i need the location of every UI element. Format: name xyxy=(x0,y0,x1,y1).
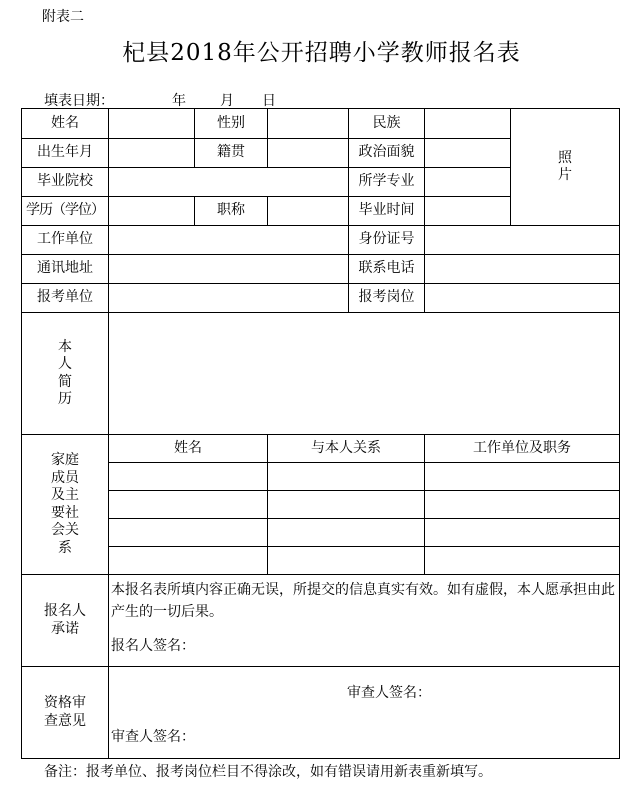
family-header-name: 姓名 xyxy=(109,435,268,463)
photo-box[interactable] xyxy=(511,109,620,226)
family-line-3: 及主 xyxy=(51,487,79,503)
ethnicity-field[interactable] xyxy=(425,109,511,139)
apply-unit-field[interactable] xyxy=(109,284,349,313)
family-header-relation: 与本人关系 xyxy=(268,435,425,463)
gender-label: 性别 xyxy=(195,109,268,139)
resume-char-2: 人 xyxy=(58,356,72,372)
family-header-work: 工作单位及职务 xyxy=(425,435,620,463)
apply-unit-label: 报考单位 xyxy=(22,284,109,313)
promise-cell xyxy=(109,575,620,667)
grad-time-label: 毕业时间 xyxy=(349,197,425,226)
id-number-field[interactable] xyxy=(425,226,620,255)
reviewer-signature-label-1: 审查人签名： xyxy=(347,685,431,701)
registration-form xyxy=(21,108,620,759)
major-field[interactable] xyxy=(425,168,511,197)
date-day-label: 日 xyxy=(262,93,276,109)
degree-label: 学历（学位） xyxy=(22,197,109,226)
promise-label xyxy=(22,575,109,667)
family-cell[interactable] xyxy=(268,519,425,547)
apply-post-label: 报考岗位 xyxy=(349,284,425,313)
family-line-6: 系 xyxy=(58,539,72,556)
work-unit-label: 工作单位 xyxy=(22,226,109,255)
professional-title-label: 职称 xyxy=(195,197,268,226)
native-place-field[interactable] xyxy=(268,139,349,168)
family-cell[interactable] xyxy=(425,519,620,547)
family-line-2: 成员 xyxy=(51,469,79,486)
address-label: 通讯地址 xyxy=(22,255,109,284)
school-field[interactable] xyxy=(109,168,349,197)
date-month-label: 月 xyxy=(220,93,234,109)
date-year-label: 年 xyxy=(172,93,186,109)
degree-field[interactable] xyxy=(109,197,195,226)
political-status-field[interactable] xyxy=(425,139,511,168)
promise-line-1: 报名人 xyxy=(44,603,86,619)
family-line-5: 会关 xyxy=(51,522,79,538)
reviewer-signature-label-2: 审查人签名： xyxy=(111,729,195,745)
family-cell[interactable] xyxy=(268,463,425,491)
name-label: 姓名 xyxy=(22,109,109,139)
resume-char-1: 本 xyxy=(58,338,72,355)
name-field[interactable] xyxy=(109,109,195,139)
phone-field[interactable] xyxy=(425,255,620,284)
family-cell[interactable] xyxy=(109,547,268,575)
native-place-label: 籍贯 xyxy=(195,139,268,168)
work-unit-field[interactable] xyxy=(109,226,349,255)
fill-date-label: 填表日期： xyxy=(44,93,114,109)
review-label xyxy=(22,667,109,759)
promise-line-2: 承诺 xyxy=(51,620,79,637)
school-label: 毕业院校 xyxy=(22,168,109,197)
family-cell[interactable] xyxy=(109,519,268,547)
resume-char-3: 简 xyxy=(58,373,72,390)
photo-label-1: 照 xyxy=(558,149,572,166)
family-cell[interactable] xyxy=(425,463,620,491)
birth-label: 出生年月 xyxy=(22,139,109,168)
review-line-2: 查意见 xyxy=(44,712,86,729)
attachment-label: 附表二 xyxy=(42,9,84,25)
review-line-1: 资格审 xyxy=(44,695,86,711)
political-status-label: 政治面貌 xyxy=(349,139,425,168)
phone-label: 联系电话 xyxy=(349,255,425,284)
family-cell[interactable] xyxy=(425,491,620,519)
id-number-label: 身份证号 xyxy=(349,226,425,255)
resume-field[interactable] xyxy=(109,313,620,435)
ethnicity-label: 民族 xyxy=(349,109,425,139)
professional-title-field[interactable] xyxy=(268,197,349,226)
promise-text: 本报名表所填内容正确无误，所提交的信息真实有效。如有虚假，本人愿承担由此产生的一切后果。 xyxy=(111,582,615,621)
family-cell[interactable] xyxy=(425,547,620,575)
grad-time-field[interactable] xyxy=(425,197,511,226)
family-cell[interactable] xyxy=(109,491,268,519)
family-cell[interactable] xyxy=(268,491,425,519)
footer-note: 备注：报考单位、报考岗位栏目不得涂改，如有错误请用新表重新填写。 xyxy=(44,764,492,780)
address-field[interactable] xyxy=(109,255,349,284)
page-title: 杞县2018年公开招聘小学教师报名表 xyxy=(122,40,521,66)
apply-post-field[interactable] xyxy=(425,284,620,313)
family-line-4: 要社 xyxy=(51,504,79,521)
resume-label xyxy=(22,313,109,435)
resume-char-4: 历 xyxy=(58,391,72,407)
family-label xyxy=(22,435,109,575)
major-label: 所学专业 xyxy=(349,168,425,197)
birth-field[interactable] xyxy=(109,139,195,168)
applicant-signature-label: 报名人签名： xyxy=(111,637,195,654)
family-cell[interactable] xyxy=(268,547,425,575)
family-line-1: 家庭 xyxy=(51,452,79,468)
gender-field[interactable] xyxy=(268,109,349,139)
review-cell[interactable] xyxy=(109,667,620,759)
family-cell[interactable] xyxy=(109,463,268,491)
photo-label-2: 片 xyxy=(558,167,572,183)
